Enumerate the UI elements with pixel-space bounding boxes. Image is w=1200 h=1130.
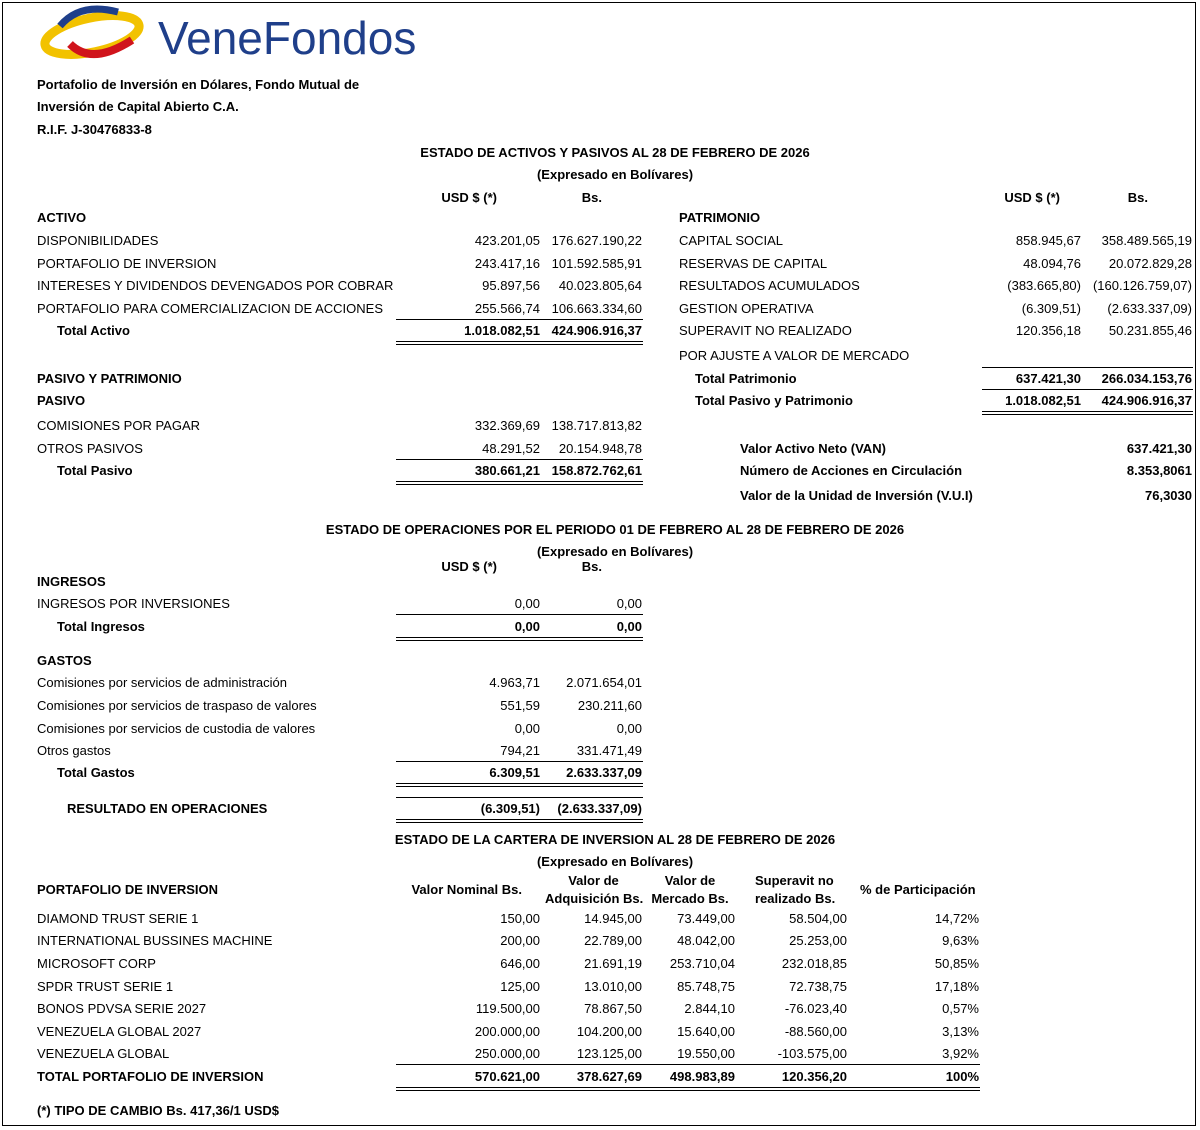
portfolio-row-pct: 50,85% <box>934 956 979 971</box>
gastos-label: Comisiones por servicios de traspaso de valores <box>37 698 317 713</box>
van-value: 637.421,30 <box>1126 441 1192 456</box>
patrimonio-label: RESERVAS DE CAPITAL <box>679 256 828 271</box>
pasivo-patrimonio-title: PASIVO Y PATRIMONIO <box>37 371 182 386</box>
portfolio-row-name: BONOS PDVSA SERIE 2027 <box>37 1001 207 1016</box>
patrimonio-label: SUPERAVIT NO REALIZADO <box>679 323 852 338</box>
patrimonio-label: RESULTADOS ACUMULADOS <box>679 278 860 293</box>
balance-subtitle: (Expresado en Bolívares) <box>536 167 694 182</box>
gastos-bs: 0,00 <box>616 721 642 736</box>
pasivo-title: PASIVO <box>37 393 86 408</box>
portfolio-row-name: DIAMOND TRUST SERIE 1 <box>37 911 199 926</box>
portfolio-row-pct: 3,92% <box>942 1046 979 1061</box>
balance-title: ESTADO DE ACTIVOS Y PASIVOS AL 28 DE FEBRERO DE 2026 <box>420 145 810 160</box>
divider <box>396 459 643 460</box>
footnote: (*) TIPO DE CAMBIO Bs. 417,36/1 USD$ <box>37 1103 280 1118</box>
portfolio-row-adq: 123.125,00 <box>576 1046 642 1061</box>
activo-bs: 101.592.585,91 <box>551 256 642 271</box>
portfolio-row-adq: 14.945,00 <box>584 911 642 926</box>
total-pasivo-patrimonio-label: Total Pasivo y Patrimonio <box>695 393 853 408</box>
portfolio-row-merc: 73.449,00 <box>677 911 735 926</box>
portfolio-row-nominal: 646,00 <box>500 956 540 971</box>
patrimonio-bs: (2.633.337,09) <box>1107 301 1192 316</box>
portfolio-row-name: INTERNATIONAL BUSSINES MACHINE <box>37 933 273 948</box>
double-divider <box>396 481 643 485</box>
portfolio-row-sup: 58.504,00 <box>789 911 847 926</box>
balance-col-usd-right: USD $ (*) <box>1004 190 1060 205</box>
portfolio-total-pct: 100% <box>945 1069 979 1084</box>
portfolio-row-adq: 104.200,00 <box>576 1024 642 1039</box>
patrimonio-bs: 20.072.829,28 <box>1108 256 1192 271</box>
portfolio-row-name: MICROSOFT CORP <box>37 956 156 971</box>
portfolio-row-sup: 232.018,85 <box>781 956 847 971</box>
total-pasivo-label: Total Pasivo <box>57 463 133 478</box>
van-label: Valor Activo Neto (VAN) <box>740 441 886 456</box>
gastos-usd: 0,00 <box>514 721 540 736</box>
portfolio-row-sup: 25.253,00 <box>789 933 847 948</box>
ingresos-label: INGRESOS POR INVERSIONES <box>37 596 230 611</box>
fund-rif: R.I.F. J-30476833-8 <box>37 122 152 137</box>
portfolio-row-adq: 22.789,00 <box>584 933 642 948</box>
divider <box>396 797 643 798</box>
resultado-bs: (2.633.337,09) <box>557 801 642 816</box>
portfolio-total-nominal: 570.621,00 <box>474 1069 540 1084</box>
balance-col-bs-right: Bs. <box>1127 190 1148 205</box>
operations-title: ESTADO DE OPERACIONES POR EL PERIODO 01 DE FEBRERO AL 28 DE FEBRERO DE 2026 <box>325 522 905 537</box>
gastos-bs: 331.471,49 <box>576 743 642 758</box>
patrimonio-bs: 358.489.565,19 <box>1101 233 1192 248</box>
total-patrimonio-usd: 637.421,30 <box>1015 371 1081 386</box>
total-activo-label: Total Activo <box>57 323 130 338</box>
total-gastos-usd: 6.309,51 <box>489 765 540 780</box>
portfolio-subtitle: (Expresado en Bolívares) <box>536 854 694 869</box>
portfolio-row-sup: 72.738,75 <box>789 979 847 994</box>
activo-usd: 423.201,05 <box>474 233 540 248</box>
total-patrimonio-bs: 266.034.153,76 <box>1101 371 1192 386</box>
portfolio-row-nominal: 119.500,00 <box>475 1001 540 1016</box>
balance-col-bs-left: Bs. <box>581 190 602 205</box>
gastos-usd: 551,59 <box>500 698 540 713</box>
gastos-usd: 794,21 <box>500 743 540 758</box>
portfolio-row-pct: 0,57% <box>942 1001 979 1016</box>
total-patrimonio-label: Total Patrimonio <box>695 371 797 386</box>
total-gastos-label: Total Gastos <box>57 765 135 780</box>
total-ingresos-label: Total Ingresos <box>57 619 145 634</box>
portfolio-row-merc: 85.748,75 <box>677 979 735 994</box>
portfolio-total-adq: 378.627,69 <box>576 1069 642 1084</box>
portfolio-col-merc-2: Mercado Bs. <box>651 891 729 906</box>
total-pasivo-patrimonio-usd: 1.018.082,51 <box>1005 393 1081 408</box>
portfolio-row-sup: -103.575,00 <box>777 1046 847 1061</box>
patrimonio-usd: 120.356,18 <box>1015 323 1081 338</box>
patrimonio-title: PATRIMONIO <box>679 210 761 225</box>
gastos-title: GASTOS <box>37 653 92 668</box>
divider <box>396 761 643 762</box>
patrimonio-label: CAPITAL SOCIAL <box>679 233 784 248</box>
activo-usd: 95.897,56 <box>482 278 540 293</box>
total-activo-bs: 424.906.916,37 <box>551 323 642 338</box>
ingresos-usd: 0,00 <box>514 596 540 611</box>
portfolio-col-sup-1: Superavit no <box>755 873 834 888</box>
double-divider <box>396 637 643 641</box>
resultado-usd: (6.309,51) <box>480 801 540 816</box>
patrimonio-label: GESTION OPERATIVA <box>679 301 814 316</box>
acciones-label: Número de Acciones en Circulación <box>740 463 963 478</box>
total-gastos-bs: 2.633.337,09 <box>566 765 642 780</box>
portfolio-row-adq: 21.691,19 <box>584 956 642 971</box>
fund-name-line2: Inversión de Capital Abierto C.A. <box>37 99 239 114</box>
por-ajuste-label: POR AJUSTE A VALOR DE MERCADO <box>679 348 910 363</box>
double-divider <box>396 783 643 787</box>
total-activo-usd: 1.018.082,51 <box>464 323 540 338</box>
portfolio-col-adq-2: Adquisición Bs. <box>545 891 644 906</box>
pasivo-label: OTROS PASIVOS <box>37 441 143 456</box>
gastos-label: Comisiones por servicios de administración <box>37 675 287 690</box>
portfolio-col-nominal: Valor Nominal Bs. <box>411 882 522 897</box>
operations-subtitle: (Expresado en Bolívares) <box>536 544 694 559</box>
operations-col-bs: Bs. <box>581 559 602 574</box>
portfolio-row-merc: 2.844,10 <box>684 1001 735 1016</box>
divider <box>982 389 1193 390</box>
portfolio-col-merc-1: Valor de <box>664 873 716 888</box>
vui-label: Valor de la Unidad de Inversión (V.U.I) <box>740 488 973 503</box>
patrimonio-bs: (160.126.759,07) <box>1092 278 1192 293</box>
activo-bs: 176.627.190,22 <box>551 233 642 248</box>
gastos-bs: 230.211,60 <box>577 698 642 713</box>
divider <box>396 319 643 320</box>
portfolio-row-sup: -88.560,00 <box>784 1024 847 1039</box>
portfolio-row-pct: 3,13% <box>942 1024 979 1039</box>
total-pasivo-usd: 380.661,21 <box>474 463 540 478</box>
portfolio-row-name: SPDR TRUST SERIE 1 <box>37 979 174 994</box>
operations-col-usd: USD $ (*) <box>441 559 497 574</box>
patrimonio-usd: 858.945,67 <box>1015 233 1081 248</box>
portfolio-row-name: VENEZUELA GLOBAL <box>37 1046 170 1061</box>
total-pasivo-patrimonio-bs: 424.906.916,37 <box>1101 393 1192 408</box>
gastos-label: Otros gastos <box>37 743 111 758</box>
portfolio-row-name: VENEZUELA GLOBAL 2027 <box>37 1024 202 1039</box>
fund-name-line1: Portafolio de Inversión en Dólares, Fondo Mutual de <box>37 77 360 92</box>
portfolio-row-merc: 19.550,00 <box>677 1046 735 1061</box>
portfolio-row-nominal: 150,00 <box>500 911 540 926</box>
total-ingresos-usd: 0,00 <box>514 619 540 634</box>
double-divider <box>396 341 643 345</box>
portfolio-row-adq: 78.867,50 <box>584 1001 642 1016</box>
activo-usd: 243.417,16 <box>474 256 540 271</box>
portfolio-total-name: TOTAL PORTAFOLIO DE INVERSION <box>37 1069 264 1084</box>
gastos-bs: 2.071.654,01 <box>566 675 642 690</box>
portfolio-col-name: PORTAFOLIO DE INVERSION <box>37 882 219 897</box>
double-divider <box>982 411 1193 415</box>
portfolio-row-pct: 14,72% <box>934 911 979 926</box>
ingresos-title: INGRESOS <box>37 574 106 589</box>
divider <box>396 1064 980 1065</box>
activo-bs: 40.023.805,64 <box>558 278 642 293</box>
portfolio-total-sup: 120.356,20 <box>781 1069 847 1084</box>
portfolio-row-nominal: 250.000,00 <box>474 1046 540 1061</box>
activo-label: PORTAFOLIO DE INVERSION <box>37 256 217 271</box>
double-divider <box>396 819 643 823</box>
portfolio-row-nominal: 125,00 <box>500 979 540 994</box>
activo-label: DISPONIBILIDADES <box>37 233 159 248</box>
brand-name: VeneFondos <box>158 12 417 64</box>
portfolio-col-pct: % de Participación <box>860 882 976 897</box>
gastos-label: Comisiones por servicios de custodia de valores <box>37 721 316 736</box>
portfolio-row-merc: 48.042,00 <box>677 933 735 948</box>
portfolio-row-merc: 253.710,04 <box>669 956 735 971</box>
patrimonio-usd: (383.665,80) <box>1007 278 1081 293</box>
pasivo-bs: 20.154.948,78 <box>558 441 642 456</box>
portfolio-col-sup-2: realizado Bs. <box>755 891 836 906</box>
activo-bs: 106.663.334,60 <box>551 301 642 316</box>
patrimonio-usd: 48.094,76 <box>1023 256 1081 271</box>
portfolio-row-pct: 17,18% <box>934 979 979 994</box>
portfolio-total-merc: 498.983,89 <box>669 1069 735 1084</box>
divider <box>982 367 1193 368</box>
ingresos-bs: 0,00 <box>616 596 642 611</box>
total-pasivo-bs: 158.872.762,61 <box>551 463 642 478</box>
total-ingresos-bs: 0,00 <box>616 619 642 634</box>
venefondos-logo <box>40 4 490 66</box>
activo-label: PORTAFOLIO PARA COMERCIALIZACION DE ACCIONES <box>37 301 384 316</box>
portfolio-row-nominal: 200,00 <box>500 933 540 948</box>
pasivo-label: COMISIONES POR PAGAR <box>37 418 201 433</box>
portfolio-row-pct: 9,63% <box>942 933 979 948</box>
activo-title: ACTIVO <box>37 210 87 225</box>
pasivo-bs: 138.717.813,82 <box>551 418 642 433</box>
portfolio-row-sup: -76.023,40 <box>784 1001 847 1016</box>
vui-value: 76,3030 <box>1145 488 1192 503</box>
portfolio-row-nominal: 200.000,00 <box>474 1024 540 1039</box>
resultado-label: RESULTADO EN OPERACIONES <box>67 801 268 816</box>
portfolio-col-adq-1: Valor de <box>568 873 619 888</box>
portfolio-title: ESTADO DE LA CARTERA DE INVERSION AL 28 DE FEBRERO DE 2026 <box>394 832 836 847</box>
balance-col-usd-left: USD $ (*) <box>441 190 497 205</box>
activo-usd: 255.566,74 <box>474 301 540 316</box>
portfolio-row-merc: 15.640,00 <box>677 1024 735 1039</box>
patrimonio-usd: (6.309,51) <box>1021 301 1081 316</box>
double-divider <box>396 1087 980 1091</box>
activo-label: INTERESES Y DIVIDENDOS DEVENGADOS POR COBRAR <box>37 278 394 293</box>
divider <box>396 614 643 615</box>
patrimonio-bs: 50.231.855,46 <box>1108 323 1192 338</box>
acciones-value: 8.353,8061 <box>1126 463 1192 478</box>
pasivo-usd: 48.291,52 <box>482 441 540 456</box>
pasivo-usd: 332.369,69 <box>474 418 540 433</box>
gastos-usd: 4.963,71 <box>489 675 540 690</box>
portfolio-row-adq: 13.010,00 <box>584 979 642 994</box>
